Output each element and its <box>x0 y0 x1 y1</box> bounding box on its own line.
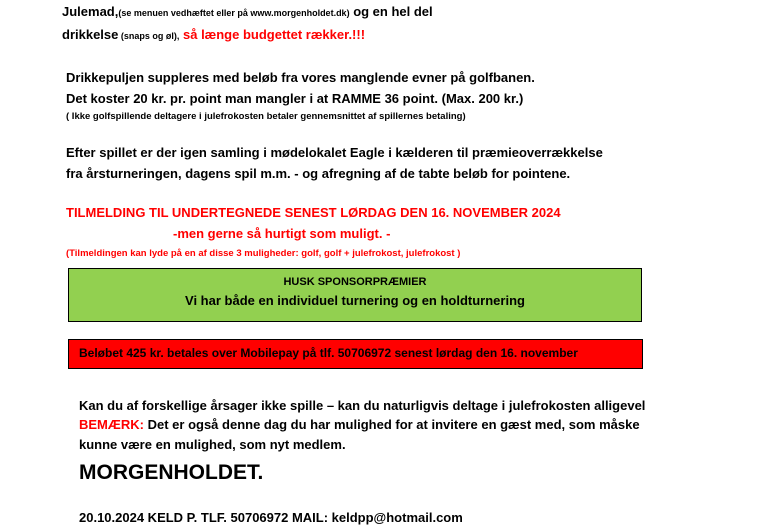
budget-text: så længe budgettet rækker.!!! <box>179 27 366 42</box>
signature-org: MORGENHOLDET. <box>79 461 264 484</box>
signup-line-2: -men gerne så hurtigt som muligt. - <box>173 226 391 241</box>
signature-contact: 20.10.2024 KELD P. TLF. 50706972 MAIL: keldpp@hotmail.com <box>79 510 463 525</box>
payment-box <box>68 339 643 369</box>
after-line-1: Efter spillet er der igen samling i mødelokalet Eagle i kælderen til præmieoverrækkelse <box>66 145 603 160</box>
guest-line-3: kunne være en mulighed, som nyt medlem. <box>79 437 346 452</box>
pool-line-1: Drikkepuljen suppleres med beløb fra vores manglende evner på golfbanen. <box>66 70 535 85</box>
julemad-label: Julemad, <box>62 4 119 19</box>
sponsor-text: Vi har både en individuel turnering og en holdturnering <box>185 293 525 308</box>
after-line-2: fra årsturneringen, dagens spil m.m. - og afregning af de tabte beløb for pointene. <box>66 166 571 181</box>
sponsor-box <box>68 268 642 322</box>
pool-line-3: ( Ikke golfspillende deltagere i julefrokosten betaler gennemsnittet af spillernes betaling) <box>66 111 466 122</box>
drikkelse-label: drikkelse <box>62 27 119 42</box>
julemad-note: (se menuen vedhæftet eller på www.morgenholdet.dk) <box>118 8 350 18</box>
bemaerk-label: BEMÆRK: <box>79 417 144 432</box>
intro-line-2 <box>62 27 365 42</box>
signup-line-1: TILMELDING TIL UNDERTEGNEDE SENEST LØRDAG DEN 16. NOVEMBER 2024 <box>66 205 561 220</box>
guest-line-1: Kan du af forskellige årsager ikke spille – kan du naturligvis deltage i julefrokosten alligevel <box>79 398 646 413</box>
guest-line-2 <box>79 417 640 432</box>
julemad-tail: og en hel del <box>349 4 433 19</box>
guest-line-2-text: Det er også denne dag du har mulighed for at invitere en gæst med, som måske <box>144 417 640 432</box>
signup-line-3: (Tilmeldingen kan lyde på en af disse 3 muligheder: golf, golf + julefrokost, julefrokost ) <box>66 248 461 259</box>
drikkelse-note: (snaps og øl), <box>118 31 180 41</box>
intro-line-1 <box>62 4 433 19</box>
payment-text: Beløbet 425 kr. betales over Mobilepay på tlf. 50706972 senest lørdag den 16. november <box>79 346 578 360</box>
sponsor-title: HUSK SPONSORPRÆMIER <box>283 276 427 288</box>
pool-line-2: Det koster 20 kr. pr. point man mangler i at RAMME 36 point. (Max. 200 kr.) <box>66 91 524 106</box>
